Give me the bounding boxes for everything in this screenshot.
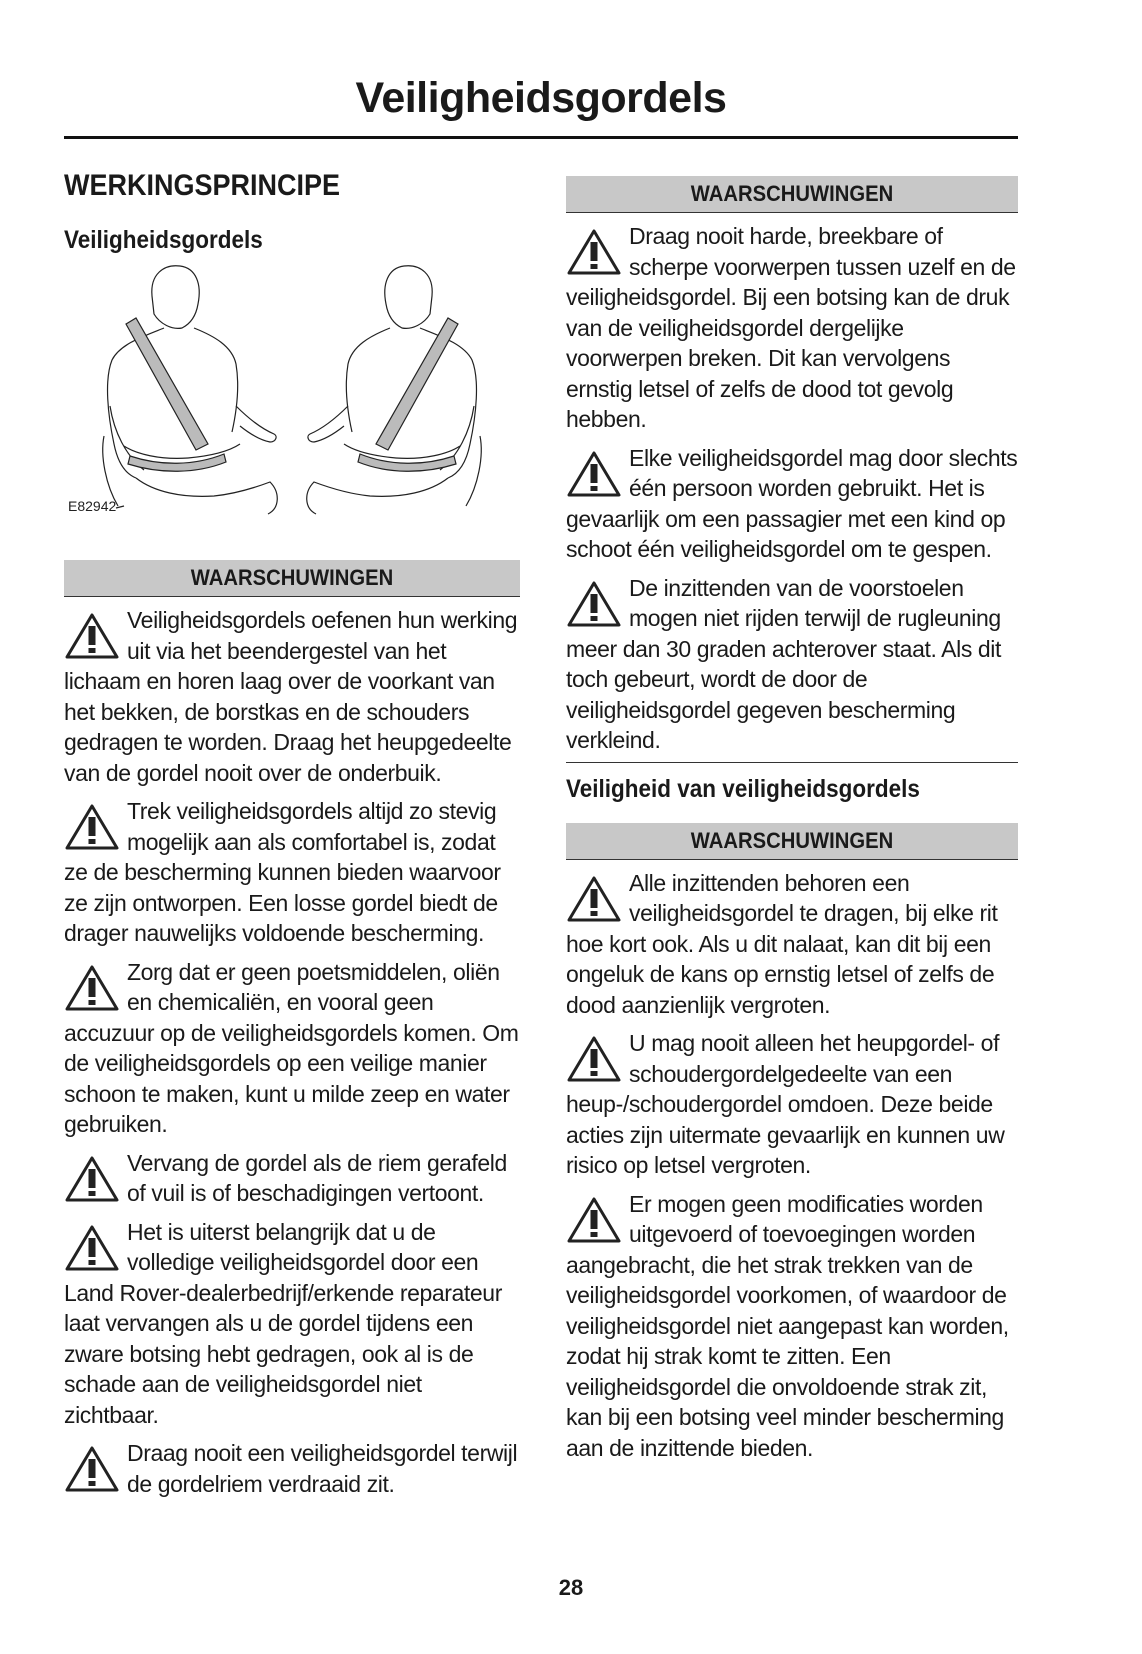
warning-triangle-icon xyxy=(566,227,622,277)
figure-label: E82942 xyxy=(68,498,117,514)
warning-item xyxy=(64,1148,520,1209)
warning-triangle-icon xyxy=(566,874,622,924)
warning-text: Veiligheidsgordels oefenen hun werking uit via het beendergestel van het lichaam en horen laag over de voorkant van het bekken, de borstkas en de schouders gedragen te worden. Draag het heupgedeelte van de gordel nooit over de onderbuik. xyxy=(64,607,518,786)
warning-item xyxy=(64,796,520,949)
warning-triangle-icon xyxy=(566,1034,622,1084)
page-title: Veiligheidsgordels xyxy=(355,74,727,122)
warning-item xyxy=(566,1189,1018,1464)
right-column xyxy=(566,176,1018,1463)
warnings-header xyxy=(566,823,1018,860)
warning-triangle-icon xyxy=(566,449,622,499)
warning-triangle-icon xyxy=(566,1195,622,1245)
warning-item xyxy=(64,605,520,788)
sub-heading: Veiligheid van veiligheidsgordels xyxy=(566,774,920,803)
warning-item xyxy=(566,573,1018,756)
warnings-header xyxy=(64,560,520,597)
sub-heading: Veiligheidsgordels xyxy=(64,226,263,254)
warning-text: Vervang de gordel als de riem gerafeld of vuil is of beschadigingen vertoont. xyxy=(127,1149,507,1206)
warning-triangle-icon xyxy=(566,579,622,629)
warning-item xyxy=(64,957,520,1140)
section-heading: WERKINGSPRINCIPE xyxy=(64,169,341,202)
warning-item xyxy=(566,1028,1018,1181)
section-divider xyxy=(566,762,1018,763)
warning-triangle-icon xyxy=(64,1154,120,1204)
warning-item xyxy=(64,1438,520,1499)
warning-text: Trek veiligheidsgordels altijd zo stevig mogelijk aan als comfortabel is, zodat ze de bescherming kunnen bieden waarvoor ze zijn ontworpen. Een losse gordel biedt de drager nauwelijks voldoende bescherming. xyxy=(64,798,501,946)
left-column xyxy=(64,168,520,1499)
warning-text: Draag nooit een veiligheidsgordel terwijl de gordelriem verdraaid zit. xyxy=(127,1440,518,1497)
warning-item xyxy=(566,443,1018,565)
warning-text: Er mogen geen modificaties worden uitgevoerd of toevoegingen worden aangebracht, die het strak trekken van de veiligheidsgordel voorkomen, of waardoor de veiligheidsgordel niet aangepast kan worden, zodat hij strak komt te zitten. Een veiligheidsgordel die onvoldoende strak zit, kan bij een botsing veel minder bescherming aan de inzittende bieden. xyxy=(566,1190,1009,1461)
seatbelt-illustration xyxy=(64,256,520,526)
warning-item xyxy=(566,221,1018,435)
warning-triangle-icon xyxy=(64,1444,120,1494)
warning-triangle-icon xyxy=(64,963,120,1013)
warning-text: Het is uiterst belangrijk dat u de volledige veiligheidsgordel door een Land Rover-dealerbedrijf/erkende reparateur laat vervangen als u de gordel tijdens een zware botsing hebt gedragen, ook al is de schade aan de veiligheidsgordel niet zichtbaar. xyxy=(64,1218,502,1428)
warning-text: Draag nooit harde, breekbare of scherpe voorwerpen tussen uzelf en de veiligheidsgordel. Bij een botsing kan de druk van de veiligheidsgordel dergelijke voorwerpen breken. Dit kan vervolgens ernstig letsel of zelfs de dood tot gevolg hebben. xyxy=(566,223,1016,432)
title-rule xyxy=(64,136,1018,139)
warning-text: Alle inzittenden behoren een veiligheidsgordel te dragen, bij elke rit hoe kort ook. Als u dit nalaat, kan dit bij een ongeluk de kans op ernstig letsel of zelfs de dood aanzienlijk vergroten. xyxy=(566,869,998,1018)
warnings-header-label: WAARSCHUWINGEN xyxy=(190,565,394,590)
warning-triangle-icon xyxy=(64,1223,120,1273)
warning-triangle-icon xyxy=(64,802,120,852)
warning-text: U mag nooit alleen het heupgordel- of schoudergordelgedeelte van een heup-/schoudergordel omdoen. Deze beide acties zijn uitermate gevaarlijk en kunnen uw risico op letsel vergroten. xyxy=(566,1030,1005,1178)
warning-text: De inzittenden van de voorstoelen mogen niet rijden terwijl de rugleuning meer dan 30 graden achterover staat. Als dit toch gebeurt, wordt de door de veiligheidsgordel gegeven bescherming verkleind. xyxy=(566,574,1001,753)
warnings-header-label: WAARSCHUWINGEN xyxy=(690,827,894,853)
warnings-header-label: WAARSCHUWINGEN xyxy=(690,181,894,206)
warning-text: Elke veiligheidsgordel mag door slechts één persoon worden gebruikt. Het is gevaarlijk om een passagier met een kind op schoot één veiligheidsgordel om te gespen. xyxy=(566,444,1018,562)
warning-item xyxy=(64,1217,520,1431)
warning-item xyxy=(566,868,1018,1021)
page-number: 28 xyxy=(558,1575,584,1600)
warning-text: Zorg dat er geen poetsmiddelen, oliën en chemicaliën, en vooral geen accuzuur op de veiligheidsgordels komen. Om de veiligheidsgordels op een veilige manier schoon te maken, kunt u milde zeep en water gebruiken. xyxy=(64,958,519,1137)
warnings-header xyxy=(566,176,1018,213)
seatbelt-figure-icon xyxy=(64,256,520,526)
warning-triangle-icon xyxy=(64,611,120,661)
